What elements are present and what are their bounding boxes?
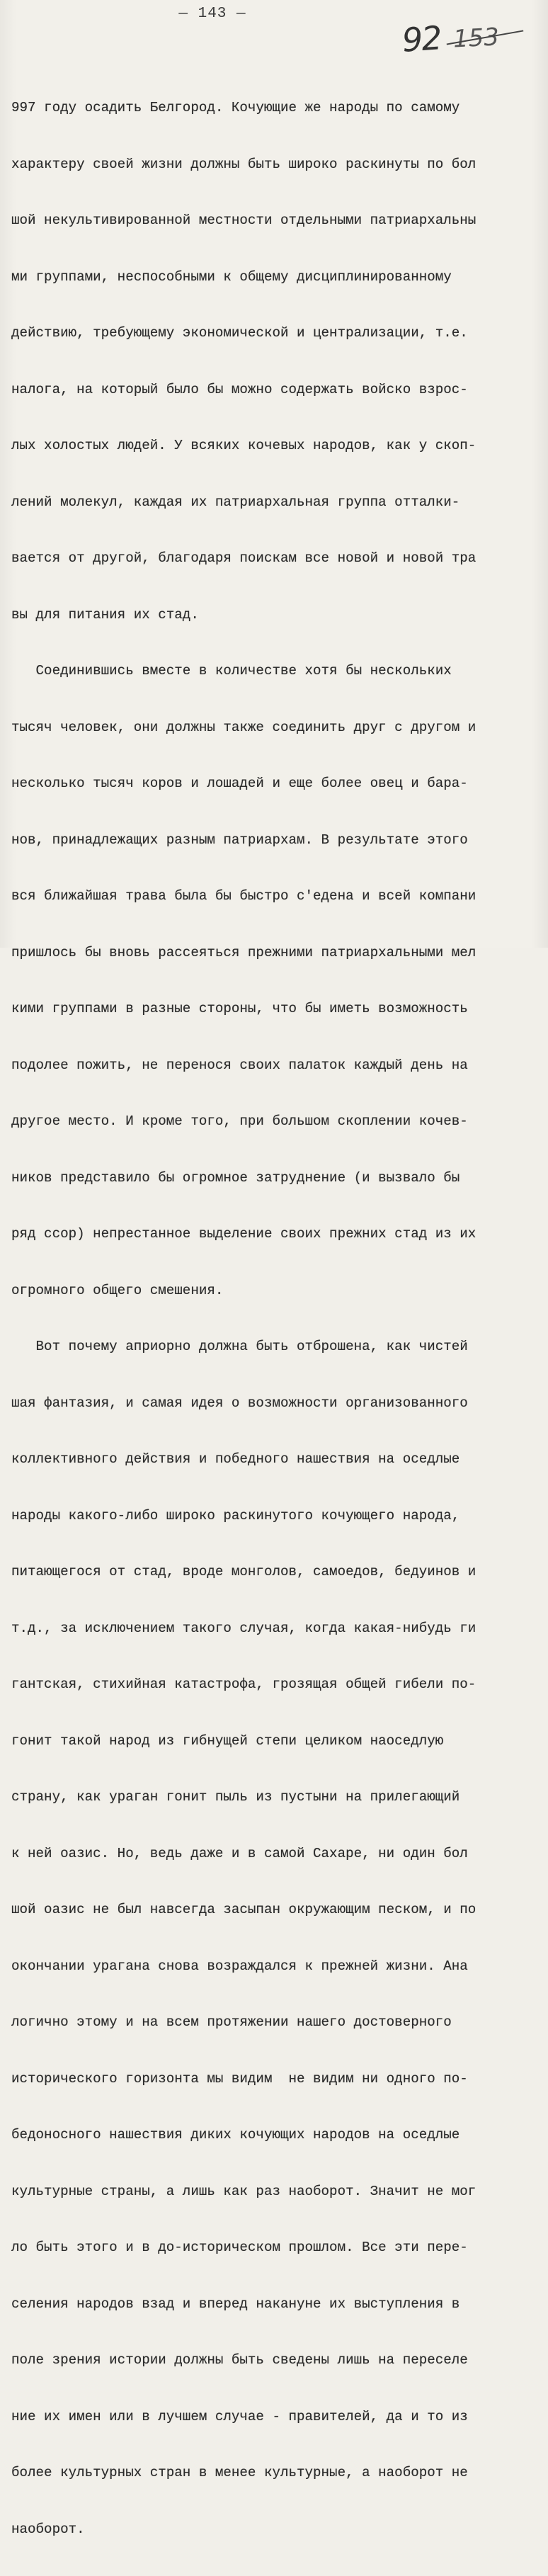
text-line: налога, на который было бы можно содержать войско взрос- (11, 381, 468, 397)
text-line: ние их имен или в лучшем случае - правителей, да и то из (11, 2408, 468, 2424)
text-line: подолее пожить, не перенося своих палаток каждый день на (11, 1057, 468, 1073)
text-line: действию, требующему экономической и централизации, т.е. (11, 325, 468, 341)
text-line: к ней оазис. Но, ведь даже и в самой Сахаре, ни один бол (11, 1845, 468, 1861)
text-line: наоборот. (11, 2521, 85, 2537)
text-line: вся ближайшая трава была бы быстро с'едена и всей компани (11, 888, 476, 904)
text-line: ников представило бы огромное затруднение (и вызвало бы (11, 1169, 460, 1186)
text-line: ло быть этого и в до-историческом прошлом. Все эти пере- (11, 2240, 468, 2255)
text-line: селения народов взад и вперед накануне их выступления в (11, 2296, 460, 2312)
text-line: Вот почему априорно должна быть отброшена, как чистей (11, 1339, 468, 1354)
text-line: народы какого-либо широко раскинутого кочующего народа, (11, 1507, 460, 1524)
text-line: бедоносного нашествия диких кочующих народов на оседлые (11, 2127, 460, 2143)
text-line: огромного общего смешения. (11, 1282, 224, 1298)
text-line: т.д., за исключением такого случая, когда какая-нибудь ги (11, 1620, 476, 1636)
text-line: шой некультивированной местности отдельными патриархальны (11, 212, 476, 228)
text-line: коллективного действия и победного нашествия на оседлые (11, 1451, 460, 1467)
text-line: ми группами, неспособными к общему дисциплинированному (11, 268, 452, 285)
text-line: нов, принадлежащих разным патриархам. В результате этого (11, 832, 468, 848)
text-line: другое место. И кроме того, при большом скоплении кочев- (11, 1113, 468, 1129)
typewritten-body (11, 61, 548, 2576)
text-line: шой оазис не был навсегда засыпан окружающим песком, и по (11, 1902, 476, 1917)
text-line: 997 году осадить Белгород. Кочующие же народы по самому (11, 100, 460, 115)
text-line: пришлось бы вновь рассеяться прежними патриархальными мел (11, 944, 476, 960)
text-line: вается от другой, благодаря поискам все новой и новой тра (11, 550, 476, 566)
text-line: ряд ссор) непрестанное выделение своих прежних стад из их (11, 1226, 476, 1242)
archive-folio-number-crossed: 153 (452, 23, 500, 54)
text-line: страну, как ураган гонит пыль из пустыни на прилегающий (11, 1789, 460, 1805)
page-number: — 143 — (178, 6, 246, 22)
text-line: лений молекул, каждая их патриархальная группа отталки- (11, 494, 460, 510)
text-line: питающегося от стад, вроде монголов, самоедов, бедуинов и (11, 1564, 476, 1579)
text-line: гантская, стихийная катастрофа, грозящая общей гибели по- (11, 1676, 476, 1692)
text-line: логично этому и на всем протяжении нашего достоверного (11, 2014, 452, 2030)
text-line: Соединившись вместе в количестве хотя бы нескольких (11, 663, 452, 679)
text-line: более культурных стран в менее культурные, а наоборот не (11, 2465, 468, 2480)
text-line: несколько тысяч коров и лошадей и еще более овец и бара- (11, 776, 468, 791)
text-line: гонит такой народ из гибнущей степи целиком наоседлую (11, 1732, 444, 1749)
text-line: шая фантазия, и самая идея о возможности организованного (11, 1395, 468, 1411)
text-line: культурные страны, а лишь как раз наоборот. Значит не мог (11, 2183, 476, 2199)
text-line: характеру своей жизни должны быть широко раскинуты по бол (11, 156, 476, 172)
archive-folio-number: 92 (401, 18, 443, 59)
text-line: окончании урагана снова возраждался к прежней жизни. Ана (11, 1958, 468, 1974)
text-line: вы для питания их стад. (11, 606, 199, 623)
text-line: тысяч человек, они должны также соединить друг с другом и (11, 719, 476, 735)
text-line: лых холостых людей. У всяких кочевых народов, как у скоп- (11, 438, 476, 453)
text-line: кими группами в разные стороны, что бы иметь возможность (11, 1001, 468, 1016)
text-line: исторического горизонта мы видим не видим ни одного по- (11, 2070, 468, 2087)
text-line: поле зрения истории должны быть сведены лишь на переселе (11, 2352, 468, 2368)
